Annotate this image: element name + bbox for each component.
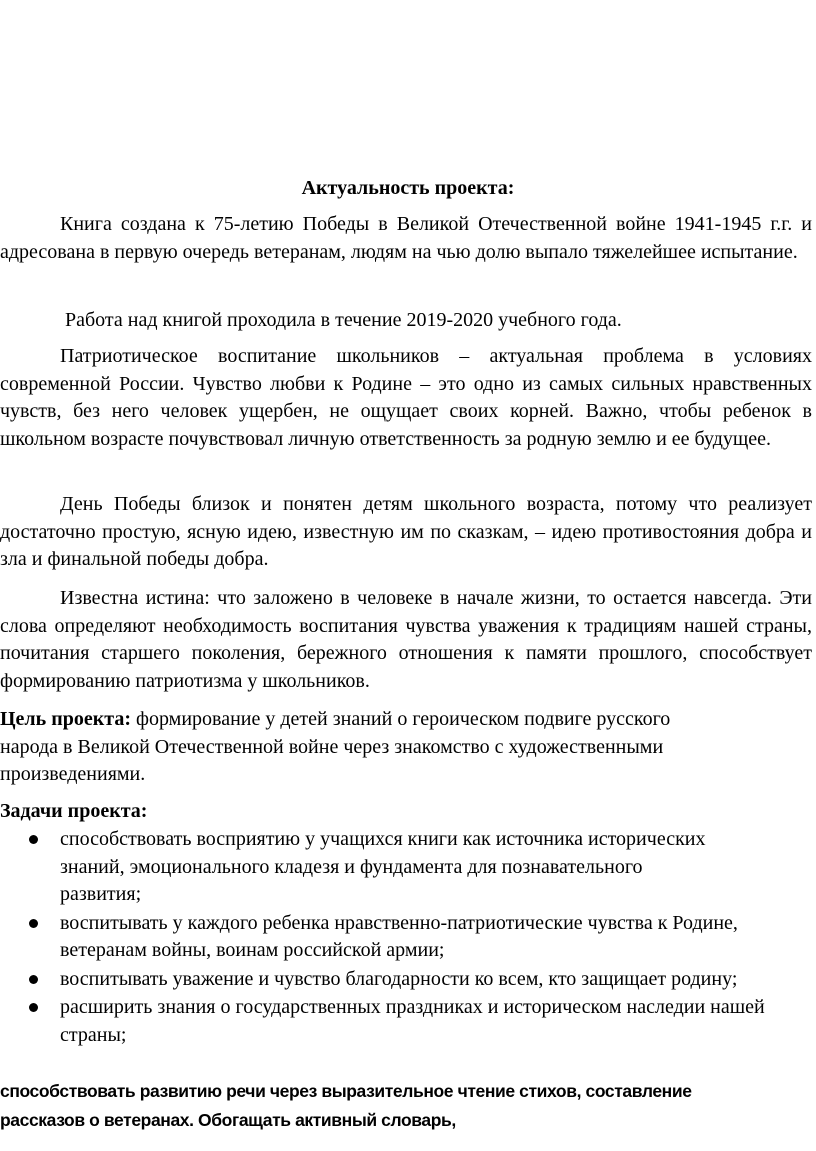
footer-line: способствовать развитию речи через выразительное чтение стихов, составление [0,1081,692,1101]
tasks-list [0,826,800,1050]
bullet-icon [29,919,38,928]
bullet-icon [29,1003,38,1012]
list-item: воспитывать у каждого ребенка нравственно-патриотические чувства к Родине, ветеранам войны, воинам российской армии; [0,910,780,965]
goal-paragraph [0,706,730,789]
paragraph-truth: Известна истина: что заложено в человеке в начале жизни, то остается навсегда. Эти слова определяют необходимость воспитания чувства уважения к традициям нашей страны, почитания старшего поколения, бережного отношения к памяти прошлого, способствует формированию патриотизма у школьников. [0,587,812,692]
goal-label: Цель проекта: [0,708,132,730]
list-item: воспитывать уважение и чувство благодарности ко всем, кто защищает родину; [0,966,790,994]
paragraph-victory-day: День Победы близок и понятен детям школьного возраста, потому что реализует достаточно простую, ясную идею, известную им по сказкам, – идею противостояния добра и зла и финальной победы добра. [0,493,812,570]
footer-text [0,1077,816,1135]
footer-line: рассказов о ветеранах. Обогащать активный словарь, [0,1110,456,1130]
list-item: расширить знания о государственных праздниках и историческом наследии нашей страны; [0,994,790,1049]
bullet-icon [29,975,38,984]
goal-text: формирование у детей знаний о героическом подвиге русского народа в Великой Отечественной войне через знакомство с художественными произведениями. [0,708,671,785]
bullet-icon [29,835,38,844]
paragraph-relevance: Книга создана к 75-летию Победы в Великой Отечественной войне 1941-1945 г.г. и адресована в первую очередь ветеранам, людям на чью долю выпало тяжелейшее испытание. [0,213,812,263]
paragraph-work-period: Работа над книгой проходила в течение 2019-2020 учебного года. [65,309,622,331]
list-item: способствовать восприятию у учащихся книги как источника исторических знаний, эмоционального кладезя и фундамента для познавательного развития; [0,826,710,909]
section-title: Актуальность проекта: [301,177,515,199]
tasks-title: Задачи проекта: [0,800,148,822]
paragraph-patriotic: Патриотическое воспитание школьников – актуальная проблема в условиях современной России. Чувство любви к Родине – это одно из самых сильных нравственных чувств, без него человек ущербен, не ощущает своих корней. Важно, чтобы ребенок в школьном возрасте почувствовал личную ответственность за родную землю и ее будущее. [0,345,812,450]
